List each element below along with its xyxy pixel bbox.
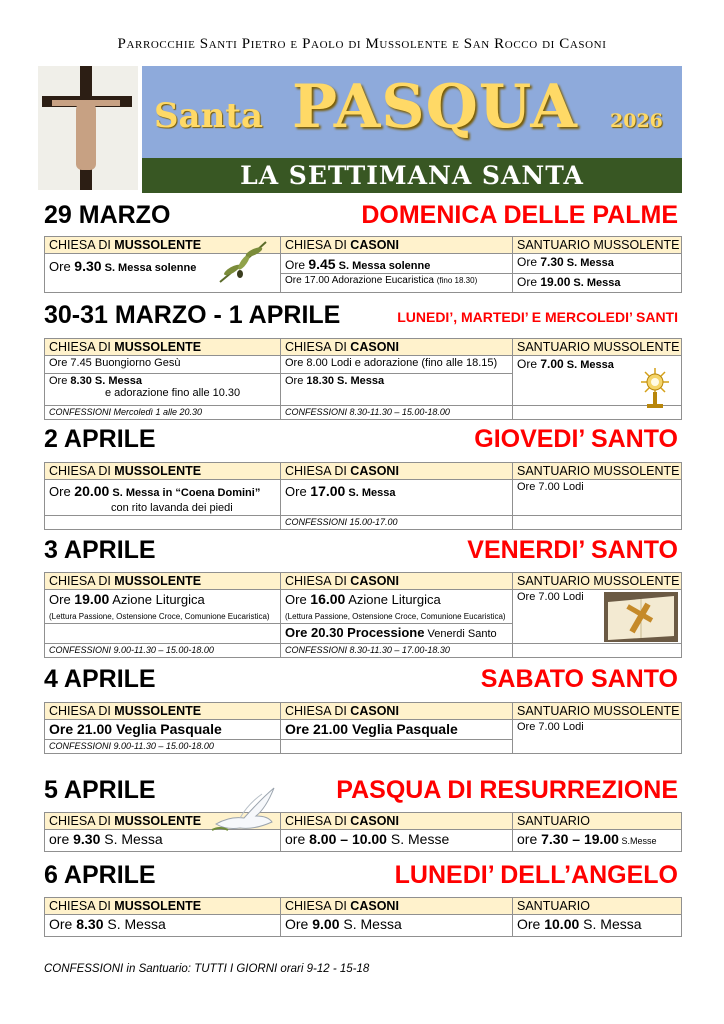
monstrance-icon [638, 366, 672, 412]
casoni-cell: Ore 16.00 Azione Liturgica (Lettura Passione, Ostensione Croce, Comunione Eucaristica) [281, 590, 513, 624]
day-title: VENERDI’ SANTO [467, 536, 678, 564]
day-title: DOMENICA DELLE PALME [361, 201, 678, 229]
schedule-table [44, 338, 682, 420]
col-casoni: CHIESA DI CASONI [281, 898, 513, 915]
schedule-table [44, 702, 682, 754]
casoni-cell: Ore 8.00 Lodi e adorazione (fino alle 18.15) [281, 356, 513, 374]
banner-pasqua: PASQUA [292, 72, 578, 142]
col-santuario: SANTUARIO MUSSOLENTE [513, 463, 682, 480]
day-heading [44, 301, 684, 331]
col-mussolente: CHIESA DI MUSSOLENTE [45, 898, 281, 915]
santuario-cell: Ore 7.00 Lodi [513, 590, 682, 644]
mussolente-cell: Ore 7.45 Buongiorno Gesù [45, 356, 281, 374]
col-mussolente: CHIESA DI MUSSOLENTE [45, 339, 281, 356]
day-title: GIOVEDI’ SANTO [474, 425, 678, 453]
day-heading [44, 776, 684, 806]
confessioni-cell: CONFESSIONI 9.00-11.30 – 15.00-18.00 [45, 644, 281, 658]
col-santuario: SANTUARIO MUSSOLENTE [513, 703, 682, 720]
day-date: 6 APRILE [44, 861, 156, 889]
santuario-cell: Ore 19.00 S. Messa [513, 274, 682, 293]
mussolente-cell: Ore 19.00 Azione Liturgica (Lettura Passione, Ostensione Croce, Comunione Eucaristica) [45, 590, 281, 624]
col-santuario: SANTUARIO [513, 898, 682, 915]
day-date: 29 MARZO [44, 201, 171, 229]
mussolente-cell: Ore 9.30 S. Messa solenne [45, 254, 281, 293]
schedule-table [44, 236, 682, 293]
col-mussolente: CHIESA DI MUSSOLENTE [45, 813, 281, 830]
col-santuario: SANTUARIO MUSSOLENTE [513, 237, 682, 254]
casoni-cell: Ore 17.00 Adorazione Eucaristica (fino 18.30) [281, 274, 513, 293]
col-casoni: CHIESA DI CASONI [281, 339, 513, 356]
banner-santa: Santa [154, 96, 264, 136]
day-title: SABATO SANTO [480, 665, 678, 693]
schedule-table [44, 897, 682, 937]
parish-header: Parrocchie Santi Pietro e Paolo di Mussolente e San Rocco di Casoni [117, 36, 607, 52]
confessioni-cell: CONFESSIONI 15.00-17.00 [281, 516, 513, 530]
col-mussolente: CHIESA DI MUSSOLENTE [45, 463, 281, 480]
mussolente-cell: Ore 8.30 S. Messa [45, 915, 281, 937]
col-casoni: CHIESA DI CASONI [281, 703, 513, 720]
col-santuario: SANTUARIO MUSSOLENTE [513, 573, 682, 590]
bible-cross-icon [604, 592, 678, 642]
casoni-cell: Ore 20.30 Processione Venerdi Santo [281, 624, 513, 644]
mussolente-cell: Ore 21.00 Veglia Pasquale [45, 720, 281, 740]
col-casoni: CHIESA DI CASONI [281, 813, 513, 830]
casoni-cell: Ore 17.00 S. Messa [281, 480, 513, 516]
schedule-table [44, 572, 682, 658]
confessioni-cell: CONFESSIONI 8.30-11.30 – 15.00-18.00 [281, 406, 513, 420]
santuario-cell: Ore 10.00 S. Messa [513, 915, 682, 937]
casoni-cell: Ore 21.00 Veglia Pasquale [281, 720, 513, 740]
santuario-cell: ore 7.30 – 19.00 S.Messe [513, 830, 682, 852]
confessioni-cell: CONFESSIONI Mercoledì 1 alle 20.30 [45, 406, 281, 420]
casoni-cell: Ore 9.00 S. Messa [281, 915, 513, 937]
santuario-cell: Ore 7.00 S. Messa [513, 356, 682, 406]
col-casoni: CHIESA DI CASONI [281, 463, 513, 480]
col-mussolente: CHIESA DI MUSSOLENTE [45, 573, 281, 590]
day-date: 4 APRILE [44, 665, 156, 693]
casoni-cell: Ore 9.45 S. Messa solenne [281, 254, 513, 274]
santuario-cell: Ore 7.00 Lodi [513, 720, 682, 754]
santuario-cell: Ore 7.30 S. Messa [513, 254, 682, 274]
day-heading [44, 425, 684, 455]
title-banner [142, 66, 682, 158]
mussolente-cell: Ore 20.00 S. Messa in “Coena Domini” con rito lavanda dei piedi [45, 480, 281, 516]
col-santuario: SANTUARIO [513, 813, 682, 830]
crucifix-image [38, 66, 138, 190]
col-mussolente: CHIESA DI MUSSOLENTE [45, 237, 281, 254]
confessioni-cell: CONFESSIONI 8.30-11.30 – 17.00-18.30 [281, 644, 513, 658]
banner-year: 2026 [610, 110, 663, 132]
day-date: 3 APRILE [44, 536, 156, 564]
santuario-cell: Ore 7.00 Lodi [513, 480, 682, 516]
col-santuario: SANTUARIO MUSSOLENTE [513, 339, 682, 356]
day-heading [44, 201, 684, 231]
day-date: 5 APRILE [44, 776, 156, 804]
dove-icon [210, 786, 278, 838]
schedule-table [44, 812, 682, 852]
day-heading [44, 665, 684, 695]
olive-branch-icon [216, 238, 268, 286]
schedule-table [44, 462, 682, 530]
day-title: PASQUA DI RESURREZIONE [336, 776, 678, 804]
mussolente-cell: ore 9.30 S. Messa [45, 830, 281, 852]
mussolente-cell: Ore 8.30 S. Messa e adorazione fino alle 10.30 [45, 374, 281, 406]
day-date: 30-31 MARZO - 1 APRILE [44, 301, 341, 329]
footer-note: CONFESSIONI in Santuario: TUTTI I GIORNI orari 9-12 - 15-18 [44, 963, 370, 975]
casoni-cell: ore 8.00 – 10.00 S. Messe [281, 830, 513, 852]
banner-subtitle: LA SETTIMANA SANTA [142, 158, 682, 193]
day-title: LUNEDI’ DELL’ANGELO [394, 861, 678, 889]
confessioni-cell: CONFESSIONI 9.00-11.30 – 15.00-18.00 [45, 740, 281, 754]
col-casoni: CHIESA DI CASONI [281, 573, 513, 590]
casoni-cell: Ore 18.30 S. Messa [281, 374, 513, 406]
day-heading [44, 861, 684, 891]
day-heading [44, 536, 684, 566]
col-casoni: CHIESA DI CASONI [281, 237, 513, 254]
col-mussolente: CHIESA DI MUSSOLENTE [45, 703, 281, 720]
day-title: LUNEDI’, MARTEDI’ E MERCOLEDI’ SANTI [397, 309, 678, 325]
day-date: 2 APRILE [44, 425, 156, 453]
